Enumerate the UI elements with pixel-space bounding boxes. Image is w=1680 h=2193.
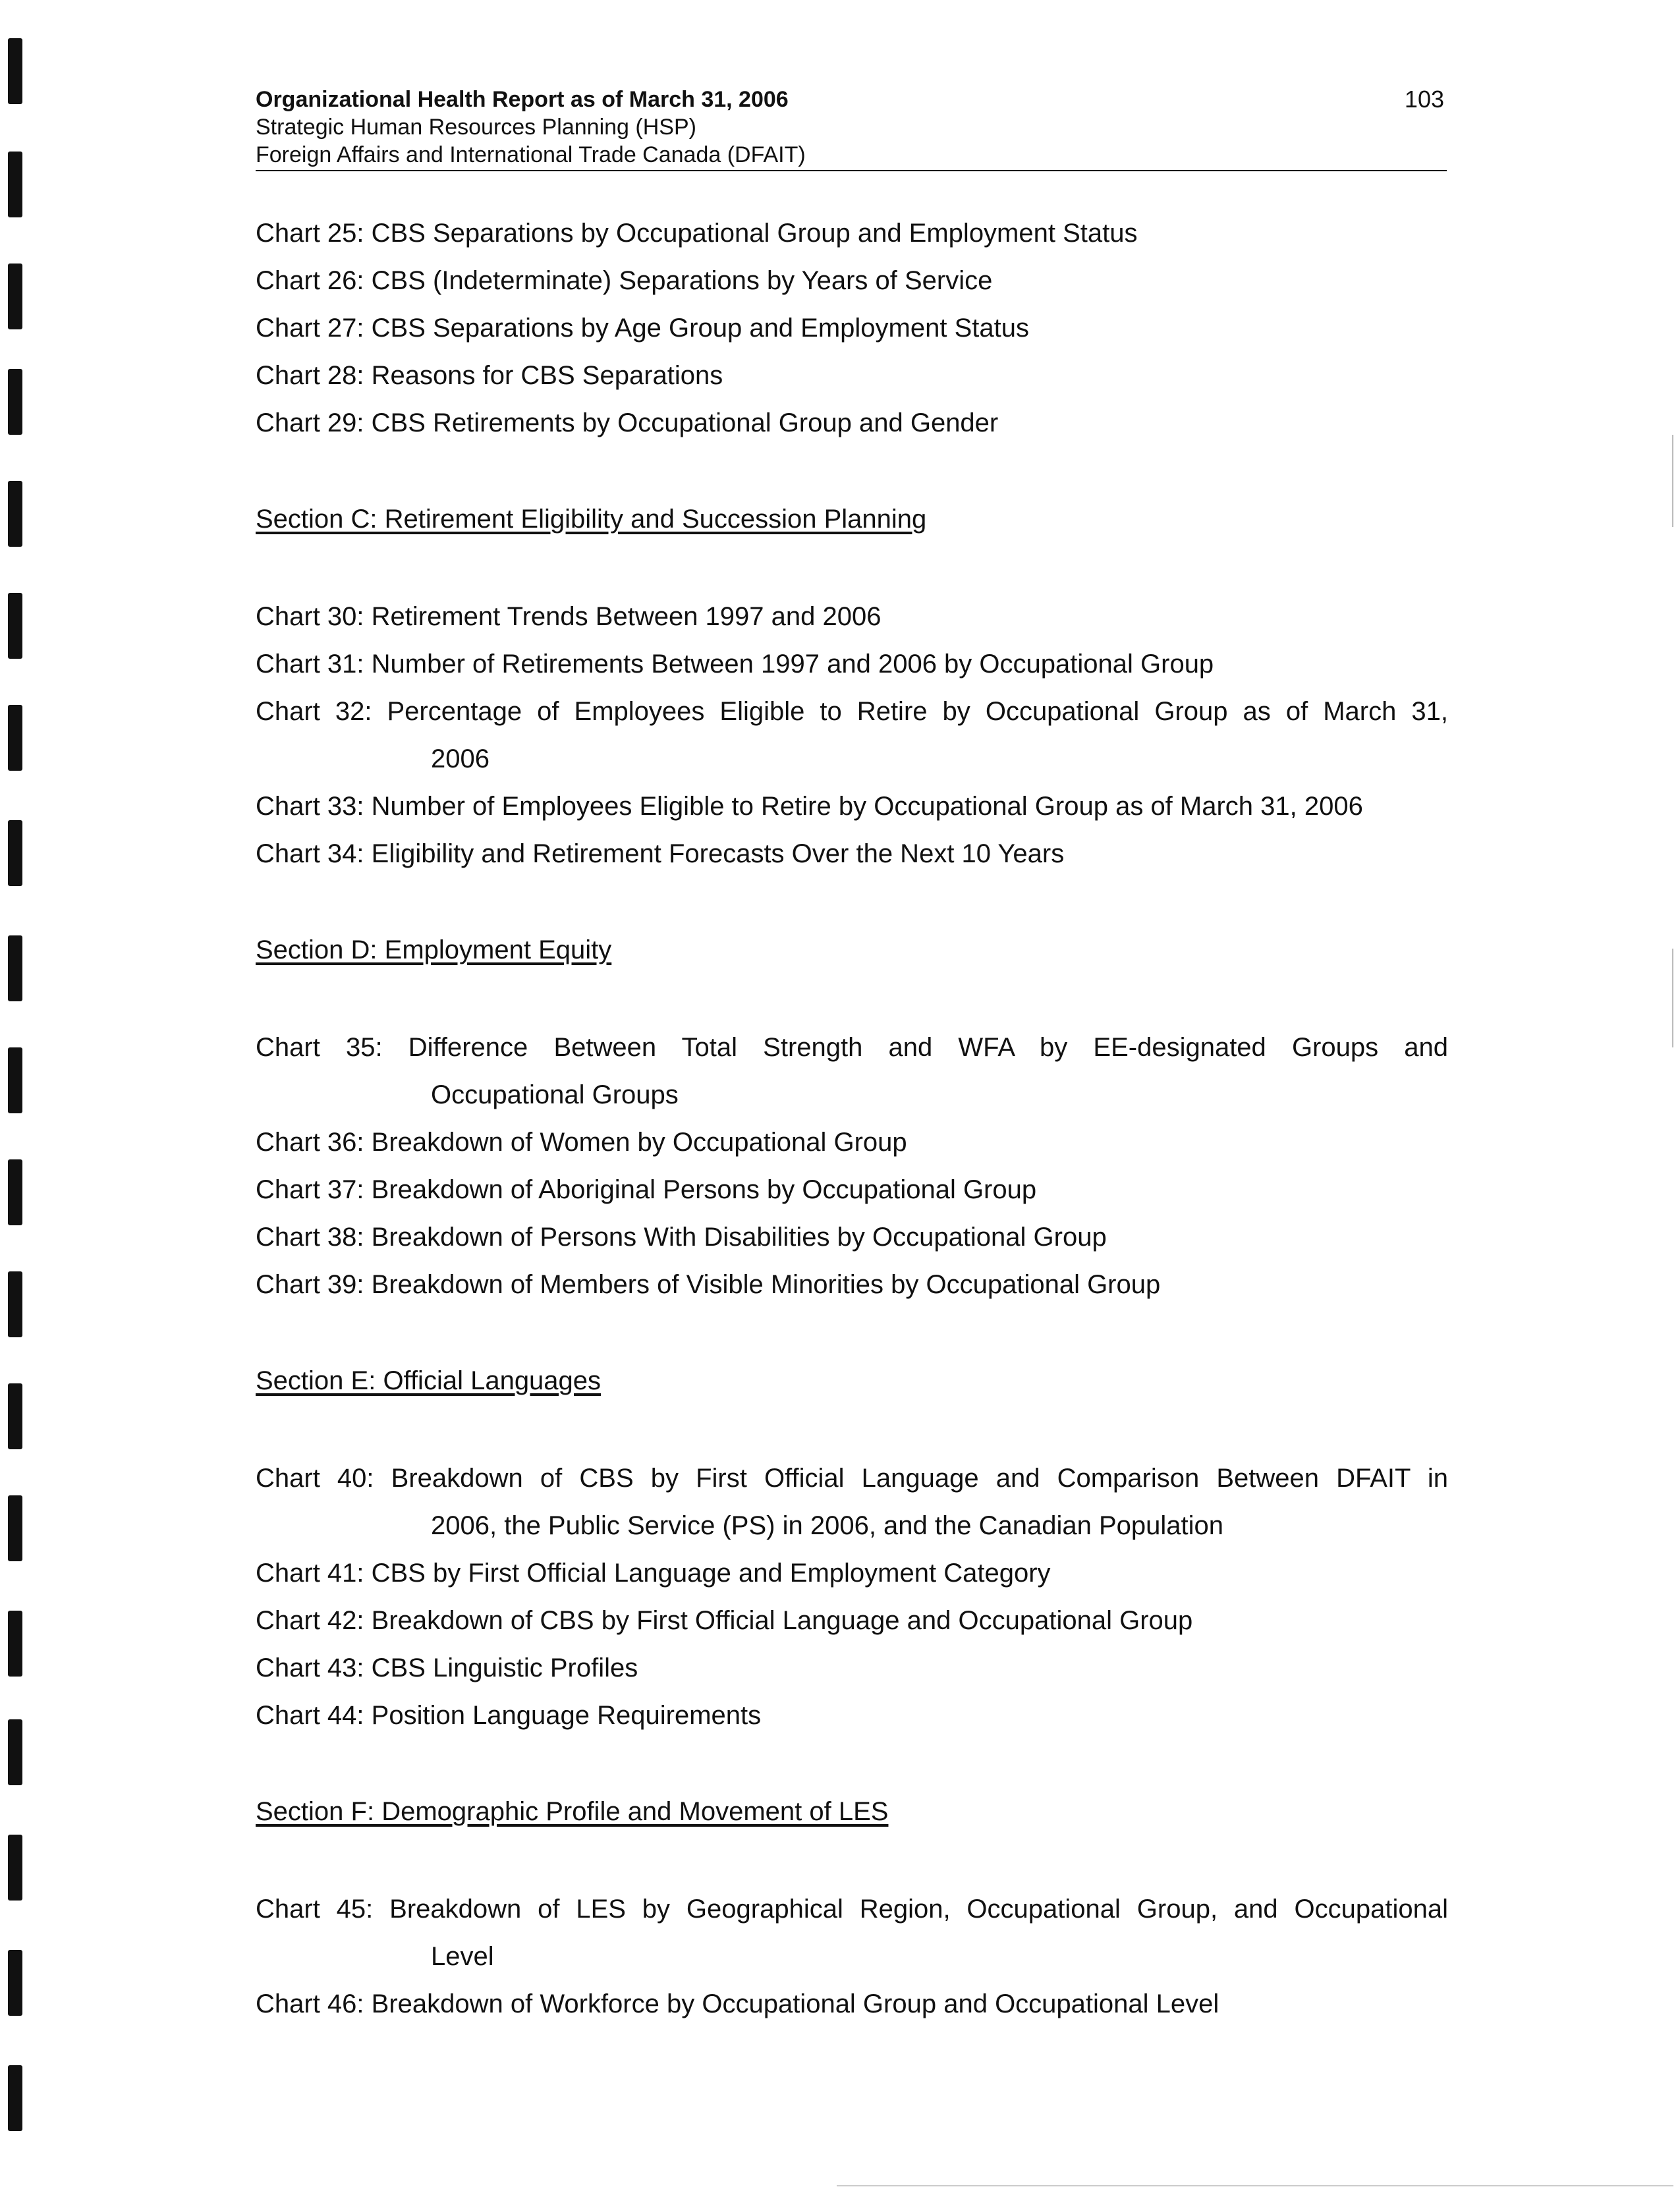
scan-edge-line [1672,435,1673,527]
binder-hole-mark [8,264,22,329]
chart-entry-continuation: Occupational Groups [431,1080,679,1109]
chart-entry [256,352,1448,399]
chart-entry [256,209,1448,257]
section-heading: Section C: Retirement Eligibility and Succession Planning [256,505,927,534]
binder-holes [0,0,79,2193]
chart-entry [256,304,1448,352]
binder-hole-mark [8,2065,22,2131]
scan-edge-line [837,2185,1673,2186]
chart-entry-text: Chart 37: Breakdown of Aboriginal Persons by Occupational Group [256,1175,1037,1204]
chart-entry-text: Chart 36: Breakdown of Women by Occupational Group [256,1128,907,1157]
chart-entry [256,1119,1448,1166]
binder-hole-mark [8,1047,22,1113]
page-header [256,86,1447,171]
chart-entry [256,1549,1448,1597]
chart-entry-text: Chart 44: Position Language Requirements [256,1701,762,1730]
chart-entry-text: Chart 28: Reasons for CBS Separations [256,361,723,390]
report-title: Organizational Health Report as of March 31, 2006 [256,87,789,112]
binder-hole-mark [8,593,22,659]
chart-entry [256,257,1448,304]
section-heading: Section E: Official Languages [256,1366,602,1395]
chart-list [256,209,1448,2028]
chart-entry-text: Chart 40: Breakdown of CBS by First Official Language and Comparison Between DFAIT in [256,1464,1448,1493]
chart-entry [256,688,1448,783]
chart-entry [256,1024,1448,1119]
binder-hole-mark [8,1159,22,1225]
chart-entry-text: Chart 34: Eligibility and Retirement Forecasts Over the Next 10 Years [256,839,1065,868]
binder-hole-mark [8,1495,22,1561]
chart-entry-continuation: Level [431,1942,494,1971]
chart-entry [256,1213,1448,1261]
chart-entry [256,593,1448,640]
chart-entry-text: Chart 43: CBS Linguistic Profiles [256,1653,638,1682]
chart-entry [256,399,1448,447]
chart-entry [256,1885,1448,1980]
chart-entry-text: Chart 32: Percentage of Employees Eligible to Retire by Occupational Group as of March 31, [256,697,1448,726]
chart-entry-text: Chart 30: Retirement Trends Between 1997 and 2006 [256,602,882,631]
binder-hole-mark [8,1719,22,1785]
chart-entry [256,1455,1448,1549]
binder-hole-mark [8,481,22,547]
chart-entry-text: Chart 33: Number of Employees Eligible to Retire by Occupational Group as of March 31, 2006 [256,792,1363,821]
chart-entry [256,1597,1448,1644]
chart-entry [256,1166,1448,1213]
chart-entry [256,1692,1448,1739]
section-heading: Section D: Employment Equity [256,935,612,964]
chart-entry [256,830,1448,877]
chart-entry-text: Chart 46: Breakdown of Workforce by Occupational Group and Occupational Level [256,1989,1219,2018]
chart-entry-text: Chart 45: Breakdown of LES by Geographical Region, Occupational Group, and Occupational [256,1895,1448,1924]
chart-entry-continuation: 2006, the Public Service (PS) in 2006, and the Canadian Population [431,1511,1224,1540]
binder-hole-mark [8,1835,22,1901]
department-name: Foreign Affairs and International Trade Canada (DFAIT) [256,142,806,167]
chart-entry-text: Chart 39: Breakdown of Members of Visible Minorities by Occupational Group [256,1270,1161,1299]
chart-entry-text: Chart 25: CBS Separations by Occupational Group and Employment Status [256,219,1138,248]
scan-edge-line [1672,949,1673,1047]
binder-hole-mark [8,1611,22,1677]
chart-entry-text: Chart 41: CBS by First Official Language and Employment Category [256,1559,1051,1588]
chart-entry-text: Chart 35: Difference Between Total Strength and WFA by EE-designated Groups and [256,1033,1448,1062]
section-heading: Section F: Demographic Profile and Movement of LES [256,1797,889,1826]
chart-entry-continuation: 2006 [431,744,490,773]
binder-hole-mark [8,1950,22,2016]
binder-hole-mark [8,1383,22,1449]
chart-entry-text: Chart 29: CBS Retirements by Occupational Group and Gender [256,408,999,437]
chart-entry-text: Chart 27: CBS Separations by Age Group and Employment Status [256,314,1029,343]
binder-hole-mark [8,38,22,104]
binder-hole-mark [8,705,22,771]
binder-hole-mark [8,935,22,1001]
page-number: 103 [1404,86,1444,113]
department-unit: Strategic Human Resources Planning (HSP) [256,115,696,140]
chart-entry [256,1261,1448,1308]
binder-hole-mark [8,369,22,435]
chart-entry [256,1980,1448,2028]
chart-entry-text: Chart 26: CBS (Indeterminate) Separations by Years of Service [256,266,993,295]
chart-entry-text: Chart 31: Number of Retirements Between 1997 and 2006 by Occupational Group [256,650,1214,679]
chart-entry [256,640,1448,688]
chart-entry-text: Chart 42: Breakdown of CBS by First Official Language and Occupational Group [256,1606,1193,1635]
binder-hole-mark [8,1271,22,1337]
chart-entry [256,1644,1448,1692]
binder-hole-mark [8,152,22,217]
chart-entry [256,783,1448,830]
binder-hole-mark [8,820,22,886]
chart-entry-text: Chart 38: Breakdown of Persons With Disabilities by Occupational Group [256,1223,1107,1252]
